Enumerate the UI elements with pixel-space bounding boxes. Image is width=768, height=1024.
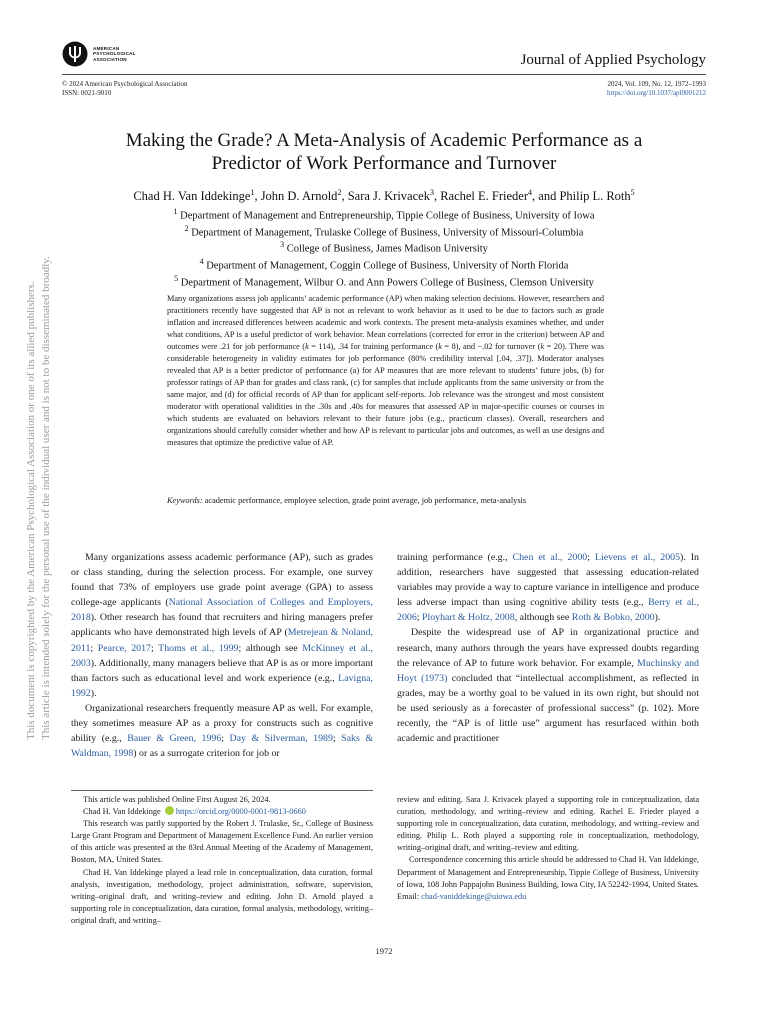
citation-link[interactable]: Bauer & Green, 1996 bbox=[127, 733, 222, 745]
copyright-sidebar bbox=[0, 0, 52, 1024]
volume-text: 2024, Vol. 109, No. 12, 1972–1993 bbox=[607, 80, 706, 88]
body-column-left bbox=[71, 550, 373, 761]
footnote: Chad H. Van Iddekinge https://orcid.org/0000-0001-9813-0660 bbox=[83, 807, 306, 817]
abstract: Many organizations assess job applicants’ academic performance (AP) when making selection decisions. However, researchers and practitioners recently have suggested that AP is not as relevant to work behavior as it used to be due to factors such as grade inflation and increased differences between academic and work contexts. The present meta-analysis examines whether, and under what conditions, AP is a useful predictor of work behavior. Mean correlations (corrected for error in the criterion) between AP and outcomes were .21 for job performance (k = 114), .34 for training performance (k = 8), and −.02 for turnover (k = 20). There was considerable heterogeneity in validity estimates for job performance (80% credibility interval [.04, .37]). Moderator analyses revealed that AP is a better predictor of performance (a) for AP measures that are more relevant to students’ future jobs, (b) for professor ratings of AP than for grades and class rank, (c) for samples that include applicants from the same university or from the same major, and (d) for official records of AP than for applicant self-reports. Job relevance was the strongest and most consistent moderator with operational validities in the .30s and .40s for measures that assessed AP in major-specific courses or courses in which students are evaluated on behaviors relevant to their future jobs (e.g., practicum classes). Overall, researchers and organizations should carefully consider whether and how AP is relevant to particular jobs and outcomes, as well as use designs and measures that optimize the predictive value of AP. bbox=[167, 294, 604, 447]
citation-link[interactable]: Chen et al., 2000 bbox=[512, 552, 588, 563]
journal-name: Journal of Applied Psychology bbox=[520, 52, 706, 68]
footnote: review and editing. Sara J. Krivacek played a supporting role in conceptualization, data curation, methodology, and writing–review and editing. Rachel E. Frieder played a supporting role in conceptualization, data curation, methodology, and writing–review and editing. Philip L. Roth played a supporting role in conceptualization, methodology, writing–original draft, and writing–review and editing. bbox=[397, 795, 699, 853]
citation-link[interactable]: Lavigna, 1992 bbox=[71, 672, 373, 699]
keywords-text: academic performance, employee selection, grade point average, job performance, meta-analysis bbox=[202, 496, 527, 505]
email-link[interactable]: chad-vaniddekinge@uiowa.edu bbox=[421, 891, 527, 901]
psi-logo-icon bbox=[62, 41, 88, 67]
footnote: Chad H. Van Iddekinge played a lead role in conceptualization, data curation, formal analysis, investigation, methodology, project administration, software, supervision, writing–original draft, and writing–review and editing. John D. Arnold played a supporting role in conceptualization, data curation, formal analysis, methodology, writing–original draft, and writing– bbox=[71, 867, 373, 925]
author: John D. Arnold bbox=[260, 189, 338, 204]
body-paragraph: training performance (e.g., Chen et al., 2000; Lievens et al., 2005). In addition, researchers have suggested that assessing education-related variables may provide a way to capture variance in intelligence and produce less adverse impact than using cognitive ability tests (e.g., Berry et al., 2006; Ployhart & Holtz, 2008, although see Roth & Bobko, 2000). bbox=[397, 552, 699, 624]
citation-info bbox=[607, 80, 706, 98]
affiliations bbox=[62, 206, 706, 290]
footnote: Correspondence concerning this article should be addressed to Chad H. Van Iddekinge, Department of Management and Entrepreneurship, Tippie College of Business, University of Iowa, 108 John Pappajohn Business Building, Iowa City, IA 52242-1994, United States. Email: chad-vaniddekinge@uiowa.edu bbox=[397, 855, 699, 901]
body-column-right bbox=[397, 550, 699, 746]
orcid-icon bbox=[165, 806, 174, 815]
affiliation: $^2$ Department of Management, Trulaske College of Business, University of Missouri-Columbia bbox=[184, 223, 584, 239]
publisher-logo bbox=[62, 41, 136, 67]
author: Chad H. Van Iddekinge bbox=[133, 189, 251, 204]
body-paragraph: Organizational researchers frequently measure AP as well. For example, they sometimes measure AP as a proxy for constructs such as cognitive ability (e.g., Bauer & Green, 1996; Day & Silverman, 1989; Saks & Waldman, 1998) or as a surrogate criterion for job or bbox=[71, 702, 373, 760]
copyright-text: © 2024 American Psychological Association bbox=[62, 80, 188, 88]
affiliation: $^5$ Department of Management, Wilbur O. and Ann Powers College of Business, Clemson University bbox=[174, 273, 594, 289]
header-rule bbox=[62, 74, 706, 75]
citation-link[interactable]: Pearce, 2017 bbox=[97, 642, 151, 654]
body-paragraph: Despite the widespread use of AP in organizational practice and research, many authors through the years have expressed doubts regarding the relevance of AP to future work behavior. For example, Muchinsky and Hoyt (1973) concluded that “intellectual accomplishment, as reflected in grades, may be a worthy goal to be valued in its own right, but should not be used seriously as a forecaster of professional success” (p. 102). More recently, the “AP is of little use” argument has resurfaced within both academic and practitioner bbox=[397, 627, 699, 745]
copyright-info bbox=[62, 80, 187, 98]
copyright-notice bbox=[24, 256, 54, 740]
orcid-link[interactable]: https://orcid.org/0000-0001-9813-0660 bbox=[175, 807, 306, 817]
keywords bbox=[167, 495, 604, 507]
citation-link[interactable]: Day & Silverman, 1989 bbox=[229, 733, 333, 745]
doi-link[interactable]: https://doi.org/10.1037/apl0001212 bbox=[606, 89, 706, 97]
citation-link[interactable]: Muchinsky and Hoyt (1973) bbox=[397, 657, 699, 684]
copyright-line-2: This article is intended solely for the personal use of the individual user and is not to be disseminated broadly. bbox=[40, 256, 52, 740]
issn-text: ISSN: 0021-9010 bbox=[62, 89, 112, 97]
author: Rachel E. Frieder bbox=[440, 189, 529, 204]
footnotes-right bbox=[397, 794, 699, 903]
footnote: This article was published Online First August 26, 2024. bbox=[83, 795, 271, 804]
body-paragraph: Many organizations assess academic performance (AP), such as grades or class standing, during the selection process. For example, one survey found that 73% of employers use grade point average (GPA) to assess college-age applicants (National Association of Colleges and Employers, 2018). Other research has found that recruiters and hiring managers prefer applicants who have demonstrated high levels of AP (Metrejean & Noland, 2011; Pearce, 2017; Thoms et al., 1999; although see McKinney et al., 2003). Additionally, many managers believe that AP is as or more important than factors such as educational level and work experience (e.g., Lavigna, 1992). bbox=[71, 552, 373, 699]
citation-link[interactable]: Metrejean & Noland, 2011 bbox=[71, 627, 373, 654]
citation-link[interactable]: Saks & Waldman, 1998 bbox=[71, 733, 373, 760]
citation-link[interactable]: Ployhart & Holtz, 2008 bbox=[421, 612, 515, 624]
article-title: Making the Grade? A Meta-Analysis of Academic Performance as a Predictor of Work Performance and Turnover bbox=[125, 130, 643, 174]
citation-link[interactable]: Roth & Bobko, 2000 bbox=[571, 612, 655, 624]
page-number: 1972 bbox=[375, 946, 393, 956]
author: Philip L. Roth bbox=[559, 189, 631, 204]
affiliation: $^3$ College of Business, James Madison University bbox=[280, 240, 488, 255]
footnote-rule bbox=[71, 790, 373, 791]
citation-link[interactable]: Lievens et al., 2005 bbox=[594, 552, 681, 563]
citation-link[interactable]: Berry et al., 2006 bbox=[397, 597, 699, 624]
publisher-name: AMERICAN PSYCHOLOGICAL ASSOCIATION bbox=[93, 45, 136, 62]
copyright-line-1: This document is copyrighted by the American Psychological Association or one of its allied publishers. bbox=[25, 281, 37, 740]
citation-link[interactable]: Thoms et al., 1999 bbox=[158, 642, 239, 654]
affiliation: $^4$ Department of Management, Coggin College of Business, University of North Florida bbox=[199, 257, 569, 272]
author: Sara J. Krivacek bbox=[347, 189, 430, 204]
footnotes-left bbox=[71, 794, 373, 927]
keywords-label: Keywords: bbox=[167, 496, 203, 505]
author-list: Chad H. Van Iddekinge$^1$, John D. Arnold$^2$, Sara J. Krivacek$^3$, Rachel E. Frieder$^4$, and Philip L. Roth$^5$ bbox=[133, 188, 635, 204]
citation-link[interactable]: McKinney et al., 2003 bbox=[71, 642, 373, 669]
footnote: This research was partly supported by the Robert J. Trulaske, Sr., College of Business Large Grant Program and Department of Management Excellence Fund. An earlier version of this article was presented at the 83rd Annual Meeting of the Academy of Management, Boston, MA, United States. bbox=[71, 819, 373, 865]
affiliation: $^1$ Department of Management and Entrepreneurship, Tippie College of Business, University of Iowa bbox=[173, 207, 595, 222]
citation-link[interactable]: National Association of Colleges and Employers, 2018 bbox=[71, 597, 373, 624]
